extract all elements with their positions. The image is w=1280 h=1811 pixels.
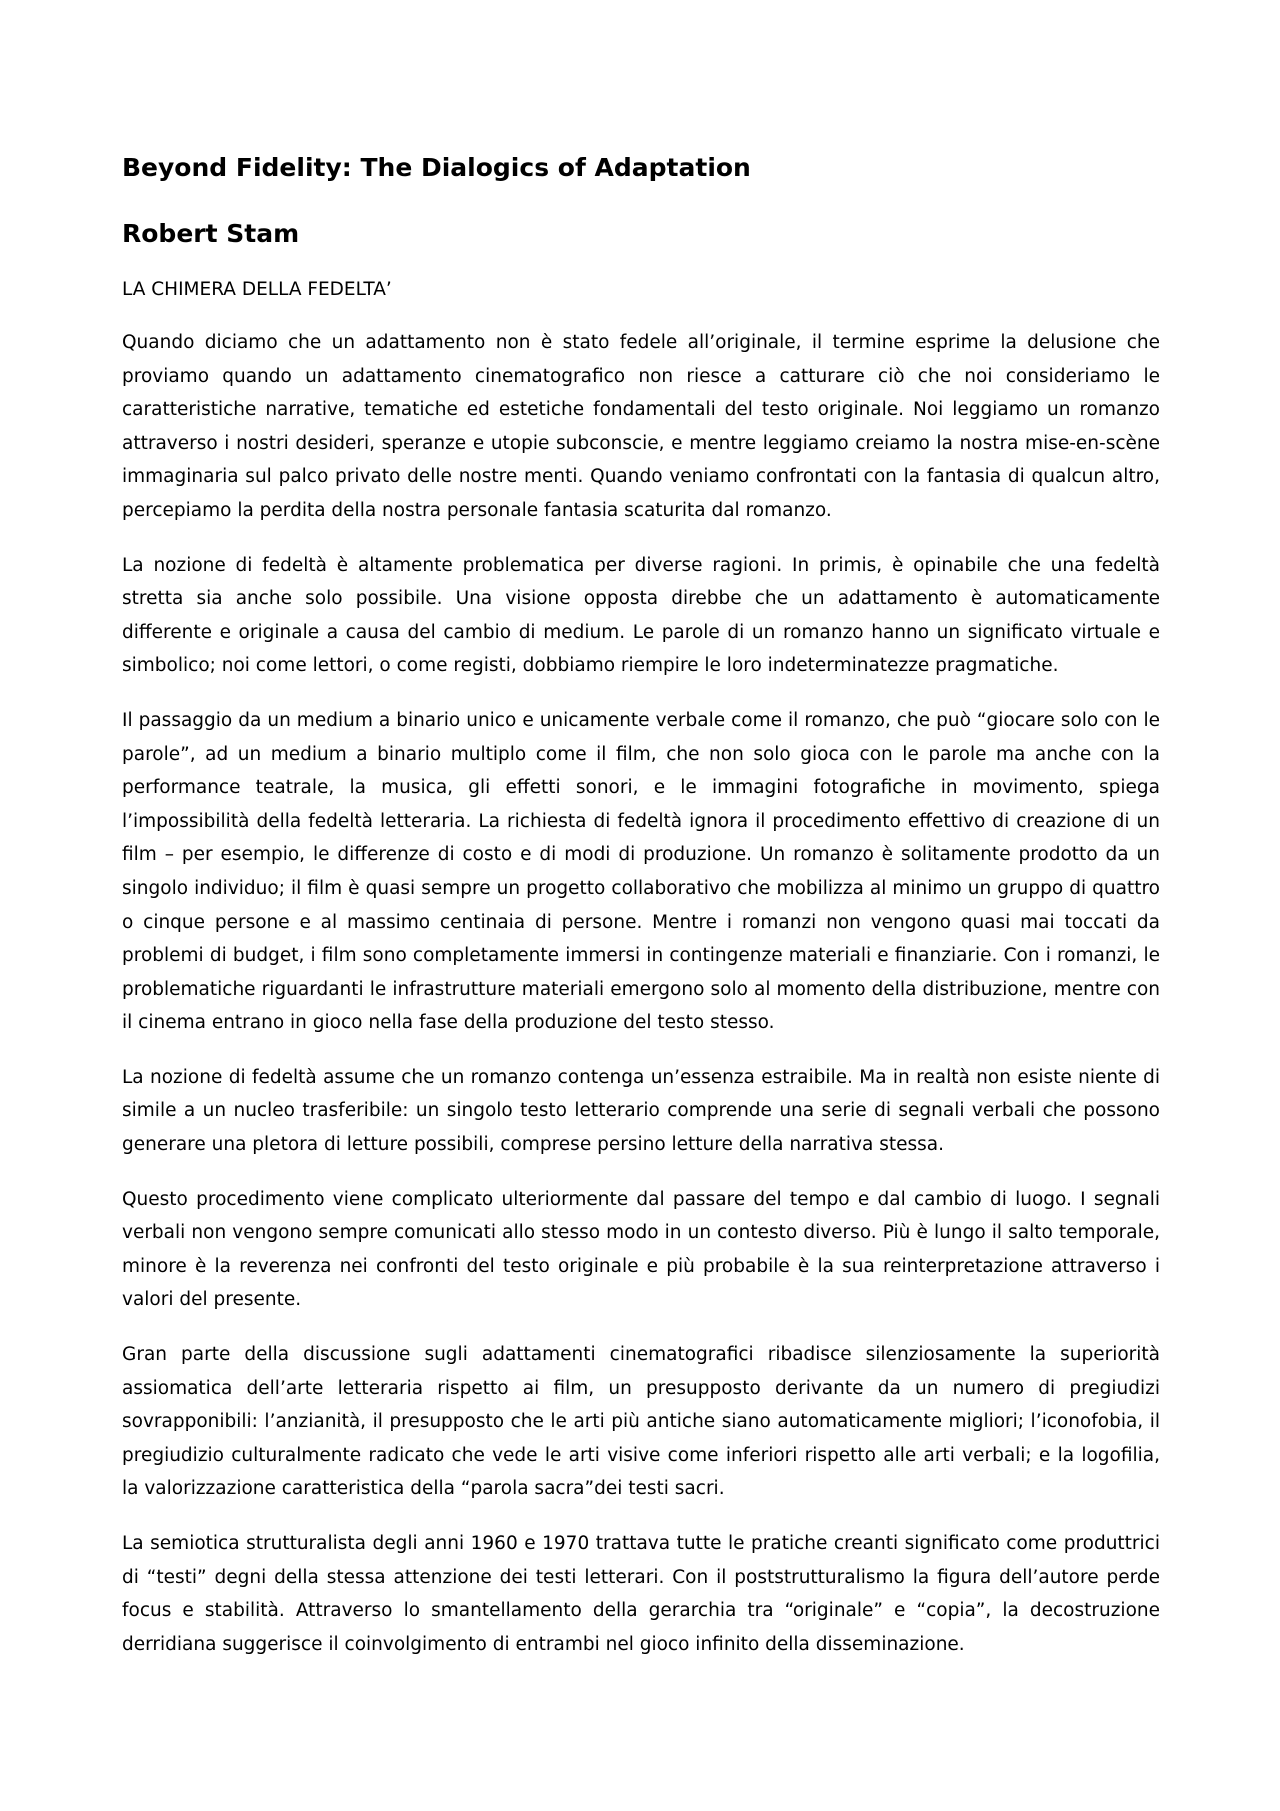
body-paragraph: La nozione di fedeltà assume che un romanzo contenga un’essenza estraibile. Ma in realtà non esiste niente di simile a un nucleo trasferibile: un singolo testo letterario comprende una serie di segnali verbali che possono generare una pletora di letture possibili, comprese persino letture della narrativa stessa. [122, 1066, 1160, 1156]
document-page [122, 150, 1160, 1682]
body-paragraph: Questo procedimento viene complicato ulteriormente dal passare del tempo e dal cambio di luogo. I segnali verbali non vengono sempre comunicati allo stesso modo in un contesto diverso. Più è lungo il salto temporale, minore è la reverenza nei confronti del testo originale e più probabile è la sua reinterpretazione attraverso i valori del presente. [122, 1188, 1160, 1311]
document-author: Robert Stam [122, 219, 300, 248]
body-paragraph: Gran parte della discussione sugli adattamenti cinematografici ribadisce silenziosamente la superiorità assiomatica dell’arte letteraria rispetto ai film, un presupposto derivante da un numero di pregiudizi sovrapponibili: l’anzianità, il presupposto che le arti più antiche siano automaticamente migliori; l’iconofobia, il pregiudizio culturalmente radicato che vede le arti visive come inferiori rispetto alle arti verbali; e la logofilia, la valorizzazione caratteristica della “parola sacra”dei testi sacri. [122, 1344, 1160, 1500]
body-paragraph: Quando diciamo che un adattamento non è stato fedele all’originale, il termine esprime la delusione che proviamo quando un adattamento cinematografico non riesce a catturare ciò che noi consideriamo le caratteristiche narrative, tematiche ed estetiche fondamentali del testo originale. Noi leggiamo un romanzo attraverso i nostri desideri, speranze e utopie subconscie, e mentre leggiamo creiamo la nostra mise-en-scène immaginaria sul palco privato delle nostre menti. Quando veniamo confrontati con la fantasia di qualcun altro, percepiamo la perdita della nostra personale fantasia scaturita dal romanzo. [122, 332, 1160, 521]
document-title: Beyond Fidelity: The Dialogics of Adaptation [122, 153, 751, 182]
body-paragraph: La nozione di fedeltà è altamente problematica per diverse ragioni. In primis, è opinabile che una fedeltà stretta sia anche solo possibile. Una visione opposta direbbe che un adattamento è automaticamente differente e originale a causa del cambio di medium. Le parole di un romanzo hanno un significato virtuale e simbolico; noi come lettori, o come registi, dobbiamo riempire le loro indeterminatezze pragmatiche. [122, 554, 1160, 677]
section-heading: LA CHIMERA DELLA FEDELTA’ [122, 279, 392, 300]
body-paragraph: Il passaggio da un medium a binario unico e unicamente verbale come il romanzo, che può “giocare solo con le parole”, ad un medium a binario multiplo come il film, che non solo gioca con le parole ma anche con la performance teatrale, la musica, gli effetti sonori, e le immagini fotografiche in movimento, spiega l’impossibilità della fedeltà letteraria. La richiesta di fedeltà ignora il procedimento effettivo di creazione di un film – per esempio, le differenze di costo e di modi di produzione. Un romanzo è solitamente prodotto da un singolo individuo; il film è quasi sempre un progetto collaborativo che mobilizza al minimo un gruppo di quattro o cinque persone e al massimo centinaia di persone. Mentre i romanzi non vengono quasi mai toccati da problemi di budget, i film sono completamente immersi in contingenze materiali e finanziarie. Con i romanzi, le problematiche riguardanti le infrastrutture materiali emergono solo al momento della distribuzione, mentre con il cinema entrano in gioco nella fase della produzione del testo stesso. [122, 709, 1160, 1034]
body-paragraph: La semiotica strutturalista degli anni 1960 e 1970 trattava tutte le pratiche creanti significato come produttrici di “testi” degni della stessa attenzione dei testi letterari. Con il poststrutturalismo la figura dell’autore perde focus e stabilità. Attraverso lo smantellamento della gerarchia tra “originale” e “copia”, la decostruzione derridiana suggerisce il coinvolgimento di entrambi nel gioco infinito della disseminazione. [122, 1533, 1160, 1655]
